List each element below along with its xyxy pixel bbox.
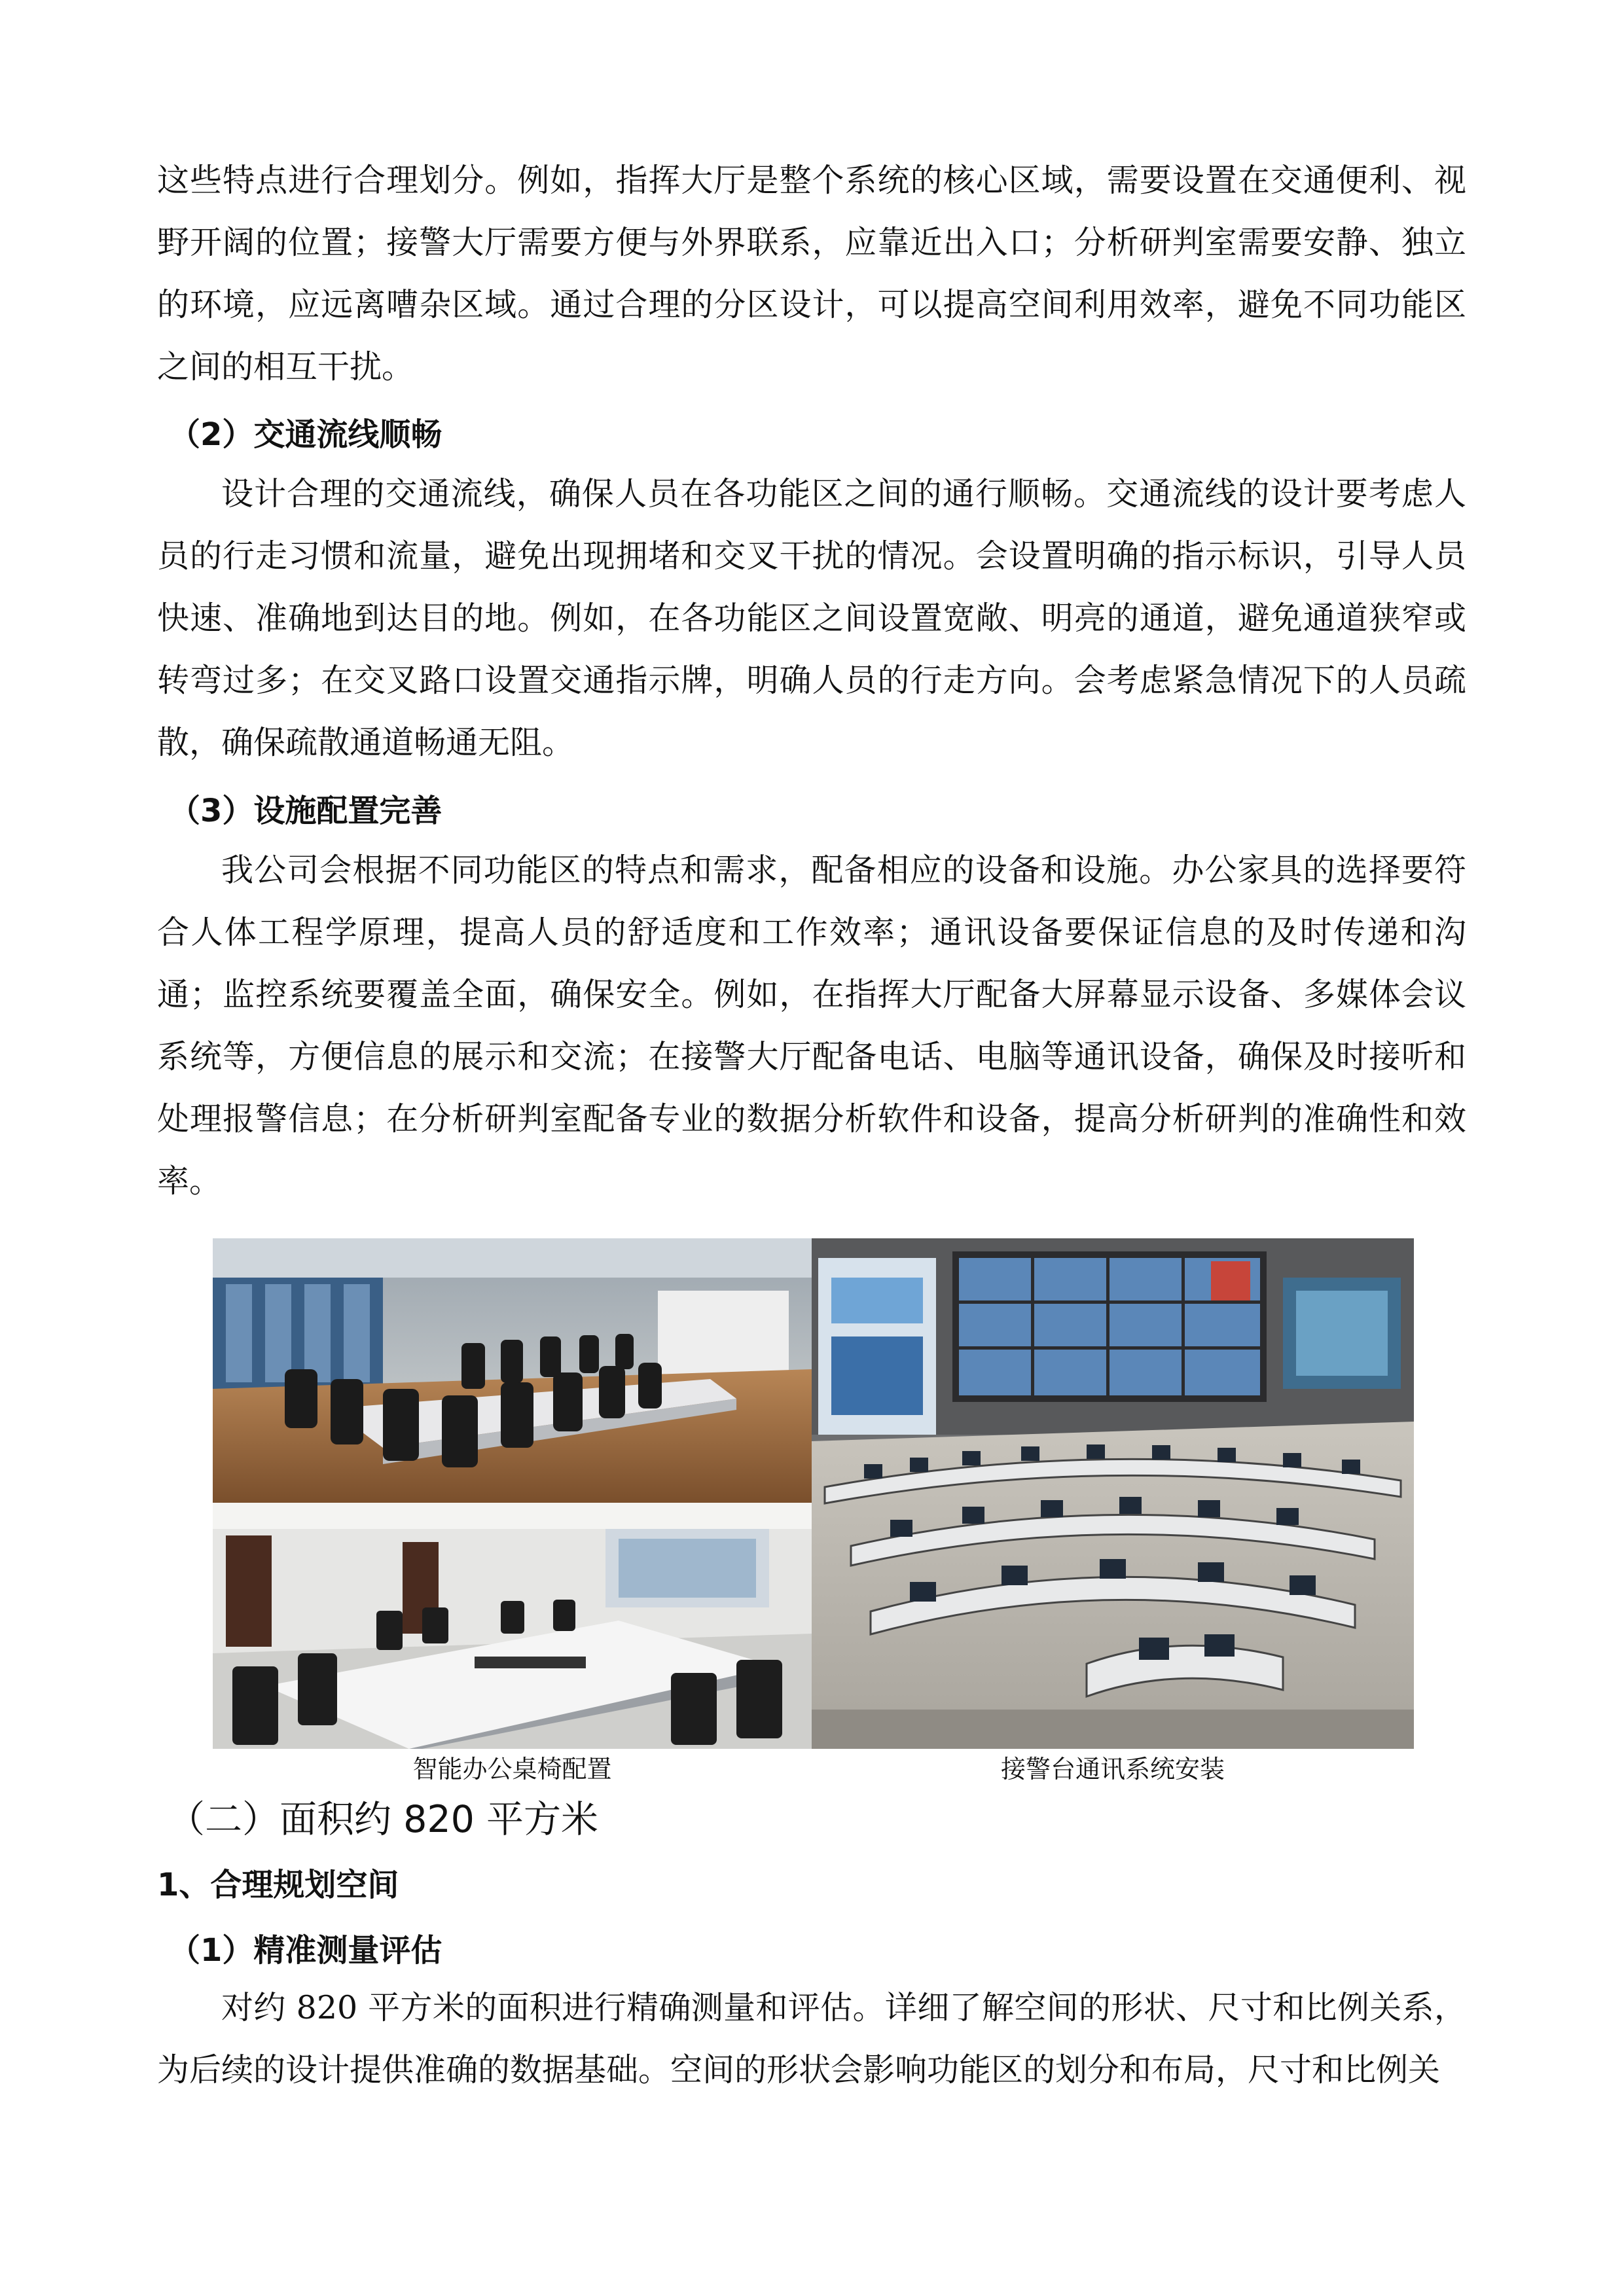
paragraph-zoning: 这些特点进行合理划分。例如，指挥大厅是整个系统的核心区域，需要设置在交通便利、视野开阔的位置；接警大厅需要方便与外界联系，应靠近出入口；分析研判室需要安静、独立的环境，应远离嘈杂区域。通过合理的分区设计，可以提高空间利用效率，避免不同功能区之间的相互干扰。 [157, 162, 1466, 386]
paragraph-measure: 对约 820 平方米的面积进行精确测量和评估。详细了解空间的形状、尺寸和比例关系，为后续的设计提供准确的数据基础。空间的形状会影响功能区的划分和布局，尺寸和比例关 [157, 1989, 1466, 2089]
heading-precise-measure: （1）精准测量评估 [169, 1932, 442, 1969]
meeting-room-photo-2 [213, 1503, 812, 1749]
paragraph-facility-config: 我公司会根据不同功能区的特点和需求，配备相应的设备和设施。办公家具的选择要符合人体工程学原理，提高人员的舒适度和工作效率；通讯设备要保证信息的及时传递和沟通；监控系统要覆盖全面，确保安全。例如，在指挥大厅配备大屏幕显示设备、多媒体会议系统等，方便信息的展示和交流；在接警大厅配备电话、电脑等通讯设备，确保及时接听和处理报警信息；在分析研判室配备专业的数据分析软件和设备，提高分析研判的准确性和效率。 [157, 852, 1466, 1200]
figure-caption-left: 智能办公桌椅配置 [412, 1755, 612, 1784]
paragraph-traffic-flow: 设计合理的交通流线，确保人员在各功能区之间的通行顺畅。交通流线的设计要考虑人员的行走习惯和流量，避免出现拥堵和交叉干扰的情况。会设置明确的指示标识，引导人员快速、准确地到达目的地。例如，在各功能区之间设置宽敞、明亮的通道，避免通道狭窄或转弯过多；在交叉路口设置交通指示牌，明确人员的行走方向。会考虑紧急情况下的人员疏散，确保疏散通道畅通无阻。 [157, 475, 1466, 761]
heading-facility-config: （3）设施配置完善 [169, 793, 442, 829]
control-room-photo [812, 1238, 1414, 1749]
heading-plan-space: 1、合理规划空间 [157, 1867, 399, 1903]
figure-caption-right: 接警台通讯系统安装 [1000, 1755, 1225, 1784]
meeting-room-photo-1 [213, 1238, 812, 1503]
section-heading-area: （二）面积约 820 平方米 [168, 1798, 599, 1841]
heading-traffic-flow: （2）交通流线顺畅 [169, 416, 442, 453]
